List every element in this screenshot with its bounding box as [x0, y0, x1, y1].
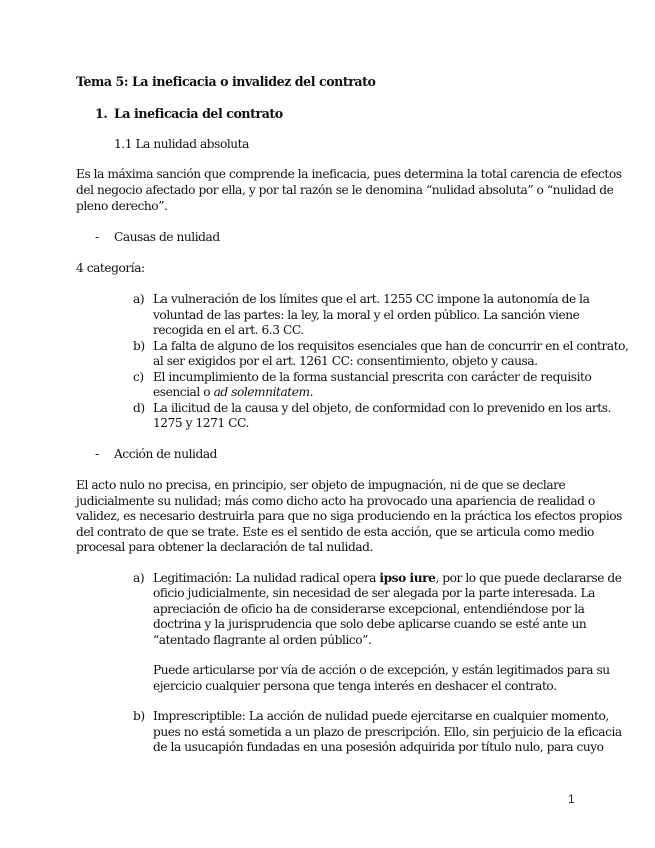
- accion-para-line: del contrato de que se trate. Este es el sentido de esta acción, que se articula como medio: [76, 525, 594, 539]
- list-item-line: oficio judicialmente, sin necesidad de ser alegada por la parte interesada. La: [153, 586, 595, 600]
- list-item-text: Legitimación: La nulidad radical opera: [153, 571, 380, 585]
- list-item-line: pues no está sometida a un plazo de prescripción. Ello, sin perjuicio de la eficacia: [153, 725, 622, 739]
- list-item-line: [153, 384, 313, 400]
- list-item-line: apreciación de oficio ha de considerarse excepcional, entendiéndose por la: [153, 602, 585, 616]
- list-marker: a): [133, 292, 145, 306]
- subsection-heading: 1.1 La nulidad absoluta: [114, 137, 249, 151]
- list-marker: a): [133, 571, 145, 585]
- latin-term: ad solemnitatem: [213, 385, 310, 399]
- section-title: La ineficacia del contrato: [114, 106, 283, 121]
- intro-line: pleno derecho”.: [76, 199, 168, 213]
- list-marker: d): [133, 401, 145, 415]
- list-item-line: Puede articularse por vía de acción o de excepción, y están legitimados para su: [153, 663, 610, 677]
- list-item-text: esencial o: [153, 385, 214, 399]
- list-item-line: de la usucapión fundadas en una posesión adquirida por título nulo, para cuyo: [153, 740, 604, 754]
- list-item-line: La falta de alguno de los requisitos esenciales que han de concurrir en el contrato,: [153, 339, 629, 353]
- categoria-label: 4 categoría:: [76, 261, 145, 275]
- accion-para-line: validez, es necesario destruirla para que no siga produciendo en la práctica los efectos propios: [76, 509, 622, 523]
- doc-title: Tema 5: La ineficacia o invalidez del contrato: [76, 74, 376, 89]
- list-item-line: [153, 570, 622, 586]
- list-item-line: La vulneración de los límites que el art. 1255 CC impone la autonomía de la: [153, 292, 590, 306]
- list-marker: b): [133, 339, 145, 353]
- bullet-dash: -: [95, 447, 99, 461]
- list-item-line: ejercicio cualquier persona que tenga interés en deshacer el contrato.: [153, 679, 557, 693]
- accion-heading: Acción de nulidad: [114, 447, 218, 461]
- list-item-line: 1275 y 1271 CC.: [153, 416, 249, 430]
- section-number: 1.: [95, 106, 108, 121]
- accion-para-line: procesal para obtener la declaración de tal nulidad.: [76, 540, 373, 554]
- intro-line: del negocio afectado por ella, y por tal razón se le denomina “nulidad absoluta” o “nulidad de: [76, 183, 614, 197]
- page-number: 1: [568, 792, 575, 806]
- list-item-line: al ser exigidos por el art. 1261 CC: consentimiento, objeto y causa.: [153, 354, 538, 368]
- list-item-line: Imprescriptible: La acción de nulidad puede ejercitarse en cualquier momento,: [153, 709, 609, 723]
- list-item-line: La ilicitud de la causa y del objeto, de conformidad con lo prevenido en los arts.: [153, 401, 611, 415]
- list-item-line: voluntad de las partes: la ley, la moral y el orden público. La sanción viene: [153, 308, 580, 322]
- list-item-line: El incumplimiento de la forma sustancial prescrita con carácter de requisito: [153, 370, 592, 384]
- list-item-text: , por lo que puede declararse de: [435, 571, 622, 585]
- latin-term: ipso iure: [379, 571, 436, 585]
- list-item-line: doctrina y la jurisprudencia que solo debe aplicarse cuando se esté ante un: [153, 617, 587, 631]
- list-marker: b): [133, 709, 145, 723]
- accion-para-line: judicialmente su nulidad; más como dicho acto ha provocado una apariencia de realidad o: [76, 494, 595, 508]
- bullet-dash: -: [95, 230, 99, 244]
- list-item-text: .: [309, 385, 314, 399]
- causas-heading: Causas de nulidad: [114, 230, 220, 244]
- list-marker: c): [133, 370, 144, 384]
- accion-para-line: El acto nulo no precisa, en principio, ser objeto de impugnación, ni de que se declare: [76, 478, 566, 492]
- intro-line: Es la máxima sanción que comprende la ineficacia, pues determina la total carencia de efectos: [76, 167, 622, 181]
- list-item-line: recogida en el art. 6.3 CC.: [153, 323, 304, 337]
- list-item-line: “atentado flagrante al orden público”.: [153, 633, 372, 647]
